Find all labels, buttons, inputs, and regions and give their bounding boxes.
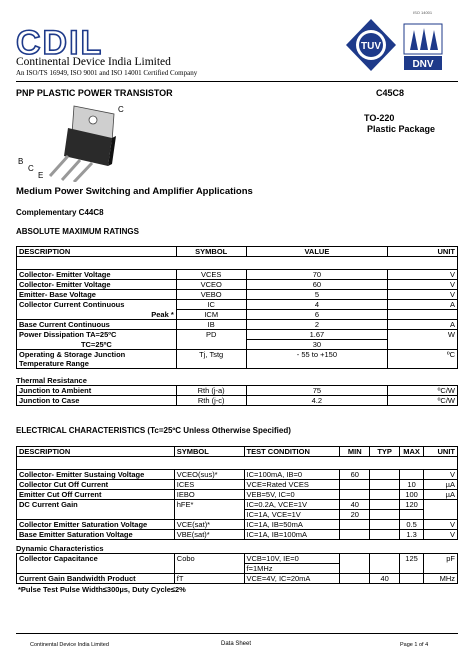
table-row: Power Dissipation TA=25ºC PD 1.67 W [17, 330, 458, 340]
table-row: DC Current Gain hFE* IC=0.2A, VCE=1V 40 120 [17, 500, 458, 510]
electrical-table [16, 446, 458, 540]
table-header-row: DESCRIPTION SYMBOL TEST CONDITION MIN TYP MAX UNIT [17, 447, 458, 457]
table-row: f=1MHz [17, 564, 458, 574]
svg-text:TUV: TUV [361, 41, 381, 52]
to220-package-drawing [16, 100, 146, 182]
certification-line: An ISO/TS 16949, ISO 9001 and ISO 14001 Certified Company [16, 69, 198, 77]
iso-note: ISO 14001 [413, 10, 433, 15]
table-header-row [17, 247, 458, 257]
table-row: Collector- Emitter Sustaing Voltage VCEO(sus)* IC=100mA, IB=0 60 V [17, 470, 458, 480]
footer-company: Continental Device India Limited [30, 642, 109, 648]
footer-doc-type: Data Sheet [221, 641, 252, 647]
dynamic-table [16, 553, 458, 584]
pin-label-e: E [38, 171, 44, 180]
table-row: Collector Current Continuous IC 4 A [17, 300, 458, 310]
col-description: DESCRIPTION [17, 247, 177, 257]
company-name: Continental Device India Limited [16, 56, 171, 68]
table-row: Emitter- Base Voltage VEBO 5 V [17, 290, 458, 300]
table-row: Collector Capacitance Cobo VCB=10V, IE=0 125 pF [17, 554, 458, 564]
table-row: Peak * ICM 6 [17, 310, 458, 320]
footer-page-number: Page 1 of 4 [400, 642, 429, 648]
svg-text:DNV: DNV [412, 59, 434, 70]
table-row: Junction to Ambient Rth (j-a) 75 ºC/W [17, 386, 458, 396]
table-row: Operating & Storage Junction Tj, Tstg - 55 to +150 ºC [17, 350, 458, 360]
table-row: Collector- Emitter Voltage VCES 70 V [17, 270, 458, 280]
pin-label-b: B [18, 157, 24, 166]
col-unit: UNIT [388, 247, 458, 257]
applications-subtitle: Medium Power Switching and Amplifier Applications [16, 186, 253, 197]
table-row: Temperature Range [17, 359, 458, 369]
table-row: Current Gain Bandwidth Product fT VCE=4V, IC=20mA 40 MHz [17, 574, 458, 584]
complementary-part: Complementary C44C8 [16, 208, 104, 217]
logo-text: CDIL [16, 26, 104, 58]
pin-label-c2: C [28, 164, 34, 173]
dynamic-heading: Dynamic Characteristics [16, 544, 104, 553]
package-description: Plastic Package [367, 124, 436, 134]
table-row: TC=25ºC 30 [17, 340, 458, 350]
thermal-table [16, 385, 458, 406]
col-symbol: SYMBOL [176, 247, 246, 257]
pin-label-c: C [118, 105, 124, 114]
tuv-certification-logo [345, 18, 397, 72]
part-number: C45C8 [376, 88, 405, 98]
cdil-logo [16, 26, 136, 58]
dnv-certification-logo [402, 18, 444, 72]
product-title: PNP PLASTIC POWER TRANSISTOR [16, 88, 173, 98]
table-row: Emitter Cut Off Current IEBO VEB=5V, IC=0 100 µA [17, 490, 458, 500]
table-row: Collector Emitter Saturation Voltage VCE(sat)* IC=1A, IB=50mA 0.5 V [17, 520, 458, 530]
abs-max-table [16, 246, 458, 369]
package-type: TO-220 [364, 113, 395, 123]
table-row: Collector Cut Off Current ICES VCE=Rated VCES 10 µA [17, 480, 458, 490]
header-rule [16, 81, 458, 82]
table-row: Base Current Continuous IB 2 A [17, 320, 458, 330]
pulse-test-note: *Pulse Test Pulse Width≤300µs, Duty Cycle≤2% [18, 585, 186, 594]
table-row: Base Emitter Saturation Voltage VBE(sat)* IC=1A, IB=100mA 1.3 V [17, 530, 458, 540]
table-row: Junction to Case Rth (j-c) 4.2 ºC/W [17, 396, 458, 406]
abs-max-heading: ABSOLUTE MAXIMUM RATINGS [16, 227, 139, 236]
table-row: Collector- Emitter Voltage VCEO 60 V [17, 280, 458, 290]
electrical-heading: ELECTRICAL CHARACTERISTICS (Tc=25ºC Unless Otherwise Specified) [16, 426, 291, 435]
table-row: IC=1A, VCE=1V 20 [17, 510, 458, 520]
footer-rule [16, 633, 458, 634]
thermal-heading: Thermal Resistance [16, 376, 87, 385]
col-value: VALUE [246, 247, 388, 257]
